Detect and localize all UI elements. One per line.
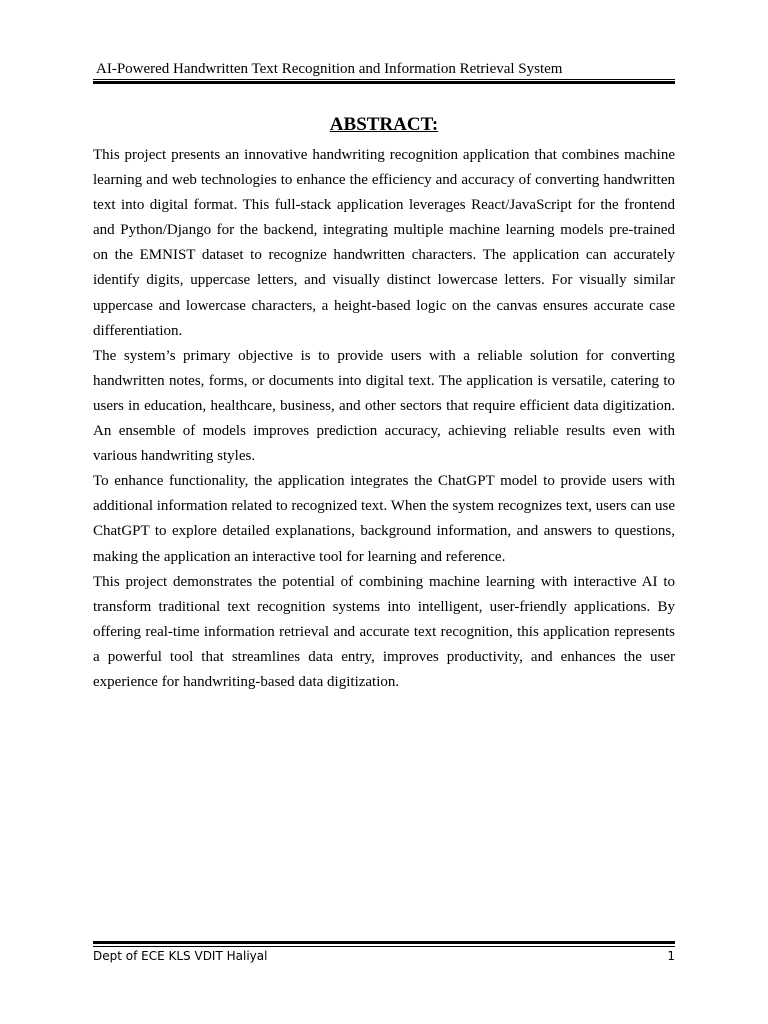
running-header: AI-Powered Handwritten Text Recognition and Information Retrieval System [96,61,563,77]
abstract-paragraph-1: This project presents an innovative handwriting recognition application that combines machine learning and web technologies to enhance the efficiency and accuracy of converting handwritten text into digital format. This full-stack application leverages React/JavaScript for the frontend and Python/Django for the backend, integrating multiple machine learning models pre-trained on the EMNIST dataset to recognize handwritten characters. The application can accurately identify digits, uppercase letters, and visually distinct lowercase letters. For visually similar uppercase and lowercase characters, a height-based logic on the canvas ensures accurate case differentiation. [93,147,675,339]
section-title: ABSTRACT: [329,114,439,135]
header-rule-thick [93,81,675,84]
footer-department: Dept of ECE KLS VDIT Haliyal [93,949,268,963]
header-rule [93,79,675,80]
abstract-body [93,143,675,695]
abstract-paragraph-2: The system’s primary objective is to provide users with a reliable solution for converting handwritten notes, forms, or documents into digital text. The application is versatile, catering to users in education, healthcare, business, and other sectors that require efficient data digitization. An ensemble of models improves prediction accuracy, achieving reliable results even with various handwriting styles. [93,347,675,465]
footer-rule-thick [93,941,675,944]
abstract-paragraph-3: To enhance functionality, the application integrates the ChatGPT model to provide users with additional information related to recognized text. When the system recognizes text, users can use ChatGPT to explore detailed explanations, background information, and answers to questions, making the application an interactive tool for learning and reference. [93,473,675,565]
abstract-paragraph-4: This project demonstrates the potential of combining machine learning with interactive AI to transform traditional text recognition systems into intelligent, user-friendly applications. By offering real-time information retrieval and accurate text recognition, this application represents a powerful tool that streamlines data entry, improves productivity, and enhances the user experience for handwriting-based data digitization. [93,573,675,690]
page-number: 1 [667,949,675,963]
footer-rule [93,946,675,947]
